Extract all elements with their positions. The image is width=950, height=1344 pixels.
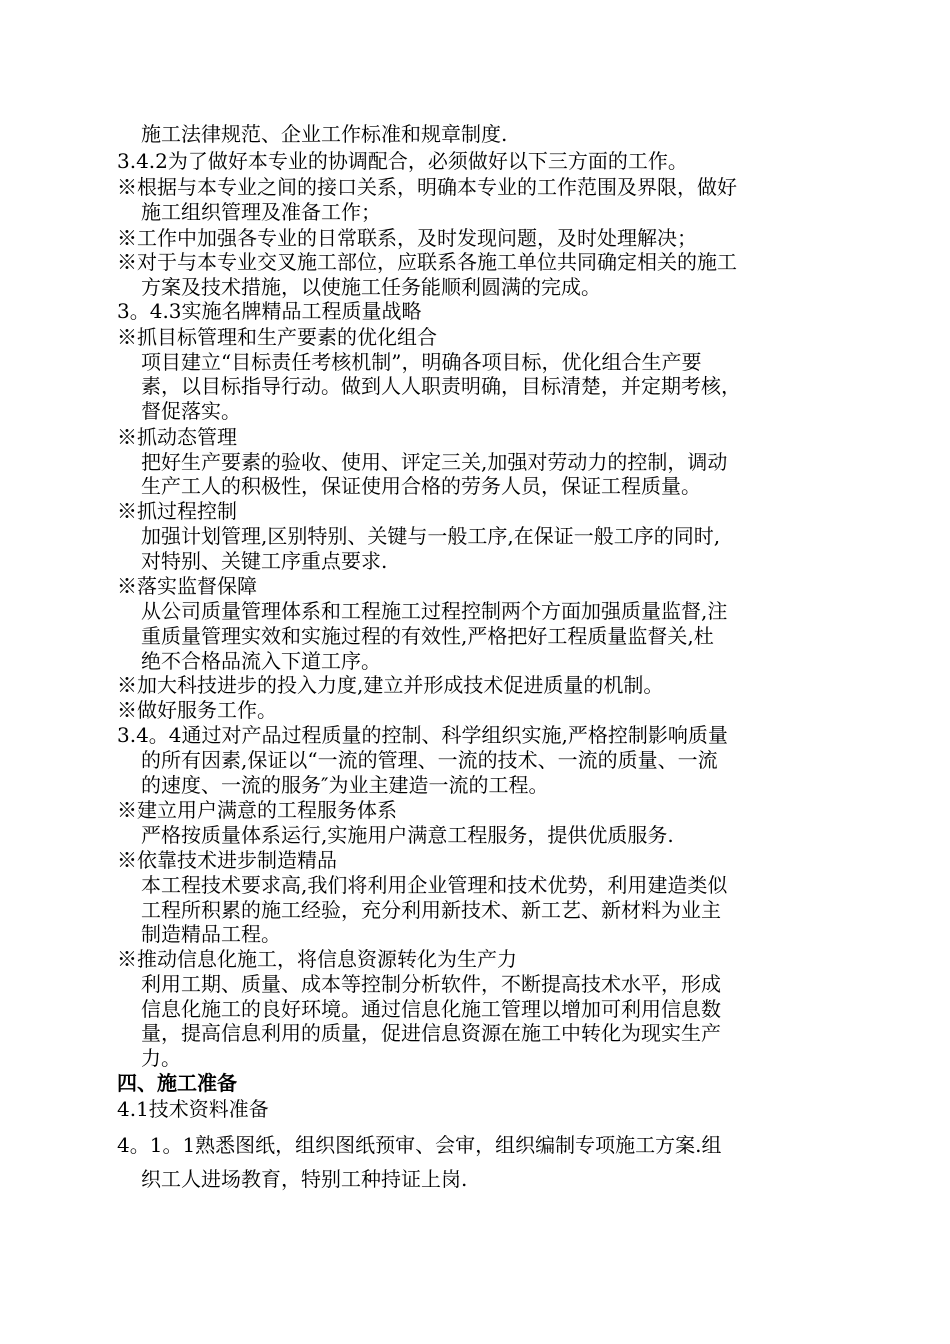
bullet-item: ※抓过程控制 bbox=[117, 499, 237, 523]
bullet-item: ※根据与本专业之间的接口关系，明确本专业的工作范围及界限，做好 bbox=[117, 175, 737, 199]
text-line: 织工人进场教育，特别工种持证上岗. bbox=[141, 1167, 468, 1191]
text-line: 施工法律规范、企业工作标准和规章制度. bbox=[141, 122, 508, 146]
bullet-item: ※做好服务工作。 bbox=[117, 698, 277, 722]
text-line: 信息化施工的良好环境。通过信息化施工管理以增加可利用信息数 bbox=[141, 997, 721, 1021]
section-4-1: 4.1技术资料准备 bbox=[117, 1097, 269, 1121]
text-line: 从公司质量管理体系和工程施工过程控制两个方面加强质量监督,注 bbox=[141, 599, 728, 623]
text-line: 绝不合格品流入下道工序。 bbox=[141, 649, 381, 673]
text-line: 加强计划管理,区别特别、关键与一般工序,在保证一般工序的同时, bbox=[141, 524, 721, 548]
bullet-item: ※工作中加强各专业的日常联系，及时发现问题，及时处理解决； bbox=[117, 226, 697, 250]
text-line: 生产工人的积极性，保证使用合格的劳务人员，保证工程质量。 bbox=[141, 474, 701, 498]
bullet-item: ※对于与本专业交叉施工部位，应联系各施工单位共同确定相关的施工 bbox=[117, 250, 737, 274]
text-line: 方案及技术措施，以使施工任务能顺利圆满的完成。 bbox=[141, 275, 601, 299]
bullet-item: ※依靠技术进步制造精品 bbox=[117, 848, 337, 872]
bullet-item: ※抓动态管理 bbox=[117, 425, 237, 449]
text-line: 利用工期、质量、成本等控制分析软件，不断提高技术水平，形成 bbox=[141, 972, 721, 996]
text-line: 制造精品工程。 bbox=[141, 922, 281, 946]
text-line: 工程所积累的施工经验，充分利用新技术、新工艺、新材料为业主 bbox=[141, 898, 721, 922]
section-3-4-3: 3。4.3实施名牌精品工程质量战略 bbox=[117, 299, 422, 323]
text-line: 项目建立“目标责任考核机制”，明确各项目标，优化组合生产要 bbox=[141, 350, 702, 374]
text-line: 的速度、一流的服务″为业主建造一流的工程。 bbox=[141, 773, 549, 797]
text-line: 督促落实。 bbox=[141, 399, 241, 423]
bullet-item: ※推动信息化施工，将信息资源转化为生产力 bbox=[117, 947, 517, 971]
text-line: 力。 bbox=[141, 1046, 181, 1070]
text-line: 把好生产要素的验收、使用、评定三关,加强对劳动力的控制，调动 bbox=[141, 450, 728, 474]
bullet-item: ※落实监督保障 bbox=[117, 574, 257, 598]
section-3-4-4: 3.4。4通过对产品过程质量的控制、科学组织实施,严格控制影响质量 bbox=[117, 723, 728, 747]
text-line: 对特别、关键工序重点要求. bbox=[141, 549, 388, 573]
text-line: 本工程技术要求高,我们将利用企业管理和技术优势，利用建造类似 bbox=[141, 873, 728, 897]
text-line: 施工组织管理及准备工作； bbox=[141, 200, 381, 224]
bullet-item: ※建立用户满意的工程服务体系 bbox=[117, 798, 397, 822]
section-4-1-1: 4。1。1熟悉图纸，组织图纸预审、会审，组织编制专项施工方案.组 bbox=[117, 1133, 722, 1157]
text-line: 量，提高信息利用的质量，促进信息资源在施工中转化为现实生产 bbox=[141, 1021, 721, 1045]
chapter-heading: 四、施工准备 bbox=[117, 1071, 237, 1095]
text-line: 重质量管理实效和实施过程的有效性,严格把好工程质量监督关,杜 bbox=[141, 624, 714, 648]
bullet-item: ※加大科技进步的投入力度,建立并形成技术促进质量的机制。 bbox=[117, 673, 664, 697]
text-line: 的所有因素,保证以“一流的管理、一流的技术、一流的质量、一流 bbox=[141, 748, 718, 772]
text-line: 素，以目标指导行动。做到人人职责明确，目标清楚，并定期考核， bbox=[141, 374, 741, 398]
bullet-item: ※抓目标管理和生产要素的优化组合 bbox=[117, 325, 437, 349]
text-line: 严格按质量体系运行,实施用户满意工程服务，提供优质服务. bbox=[141, 823, 674, 847]
section-3-4-2: 3.4.2为了做好本专业的协调配合，必须做好以下三方面的工作。 bbox=[117, 149, 688, 173]
